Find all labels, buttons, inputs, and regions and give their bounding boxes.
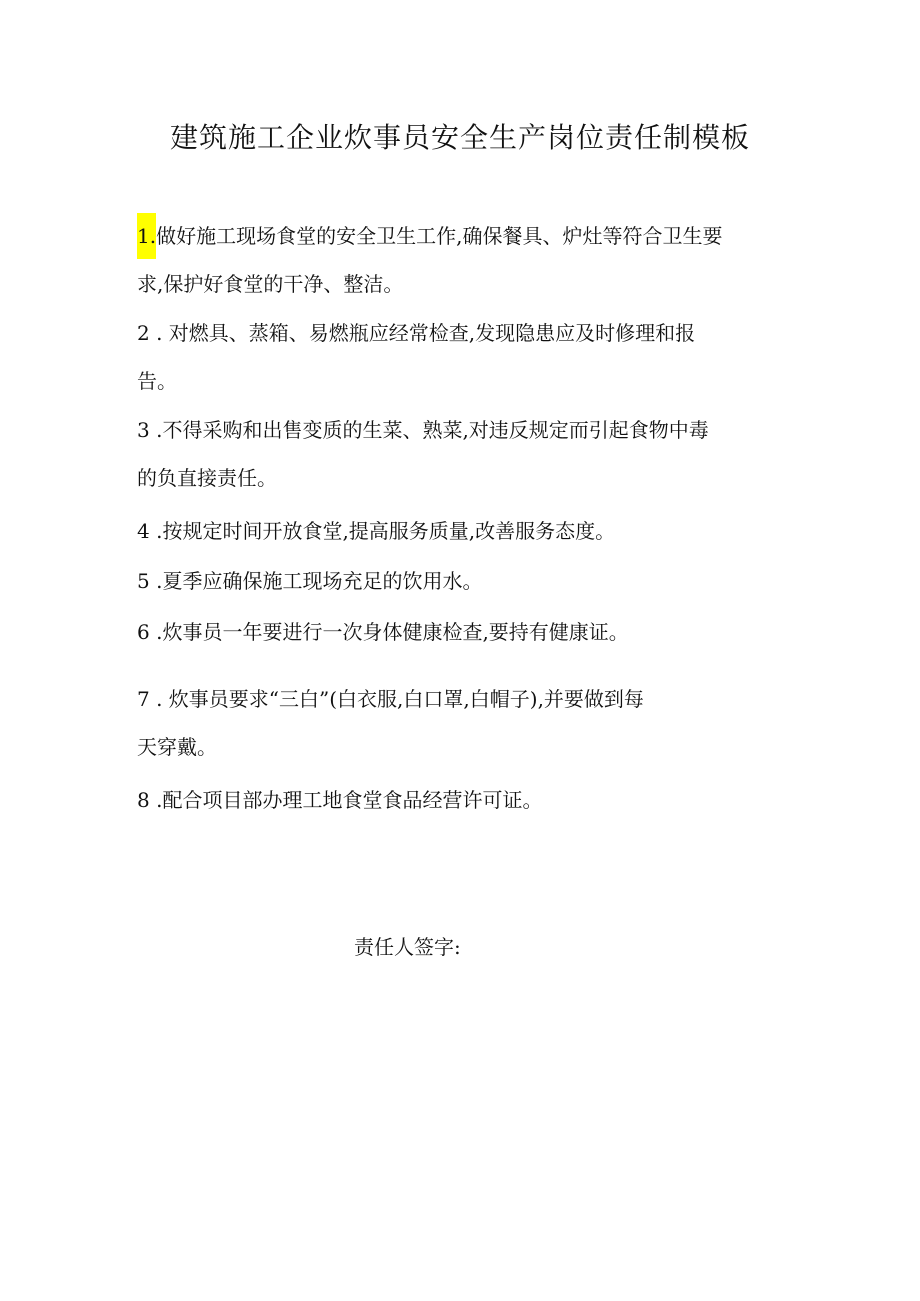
item-1-line-2: 求,保护好食堂的干净、整洁。 [137, 272, 404, 296]
item-4-line-1 [137, 516, 615, 546]
item-5-text: .夏季应确保施工现场充足的饮用水。 [149, 569, 483, 593]
item-1-line-1 [137, 221, 722, 259]
item-2-number: 2 [137, 321, 150, 345]
item-5-number: 5 [137, 569, 150, 593]
item-2-text: . 对燃具、蒸箱、易燃瓶应经常检查,发现隐患应及时修理和报 [149, 321, 696, 345]
item-6-number: 6 [137, 620, 150, 644]
item-7-text: . 炊事员要求“三白”(白衣服,白口罩,白帽子),并要做到每 [149, 687, 644, 711]
document-title: 建筑施工企业炊事员安全生产岗位责任制模板 [169, 121, 750, 154]
item-8-number: 8 [137, 788, 150, 812]
item-7-line-1 [137, 684, 644, 714]
item-3-text: .不得采购和出售变质的生菜、熟菜,对违反规定而引起食物中毒 [149, 418, 709, 442]
item-6-line-1 [137, 617, 629, 647]
item-8-text: .配合项目部办理工地食堂食品经营许可证。 [149, 788, 543, 812]
item-5-line-1 [137, 566, 482, 596]
item-3-line-2: 的负直接责任。 [137, 466, 277, 490]
item-3-line-1 [137, 415, 709, 445]
item-6-text: .炊事员一年要进行一次身体健康检查,要持有健康证。 [149, 620, 629, 644]
item-1-text: 做好施工现场食堂的安全卫生工作,确保餐具、炉灶等符合卫生要 [156, 224, 723, 248]
item-7-number: 7 [137, 687, 150, 711]
item-8-line-1 [137, 785, 542, 815]
item-7-line-2: 天穿戴。 [137, 735, 217, 759]
item-2-line-1 [137, 318, 695, 348]
item-1-number-highlight: 1. [137, 213, 156, 259]
item-4-text: .按规定时间开放食堂,提高服务质量,改善服务态度。 [149, 519, 616, 543]
item-2-line-2: 告。 [137, 369, 177, 393]
item-3-number: 3 [137, 418, 150, 442]
signature-label: 责任人签字: [354, 935, 461, 959]
item-4-number: 4 [137, 519, 150, 543]
